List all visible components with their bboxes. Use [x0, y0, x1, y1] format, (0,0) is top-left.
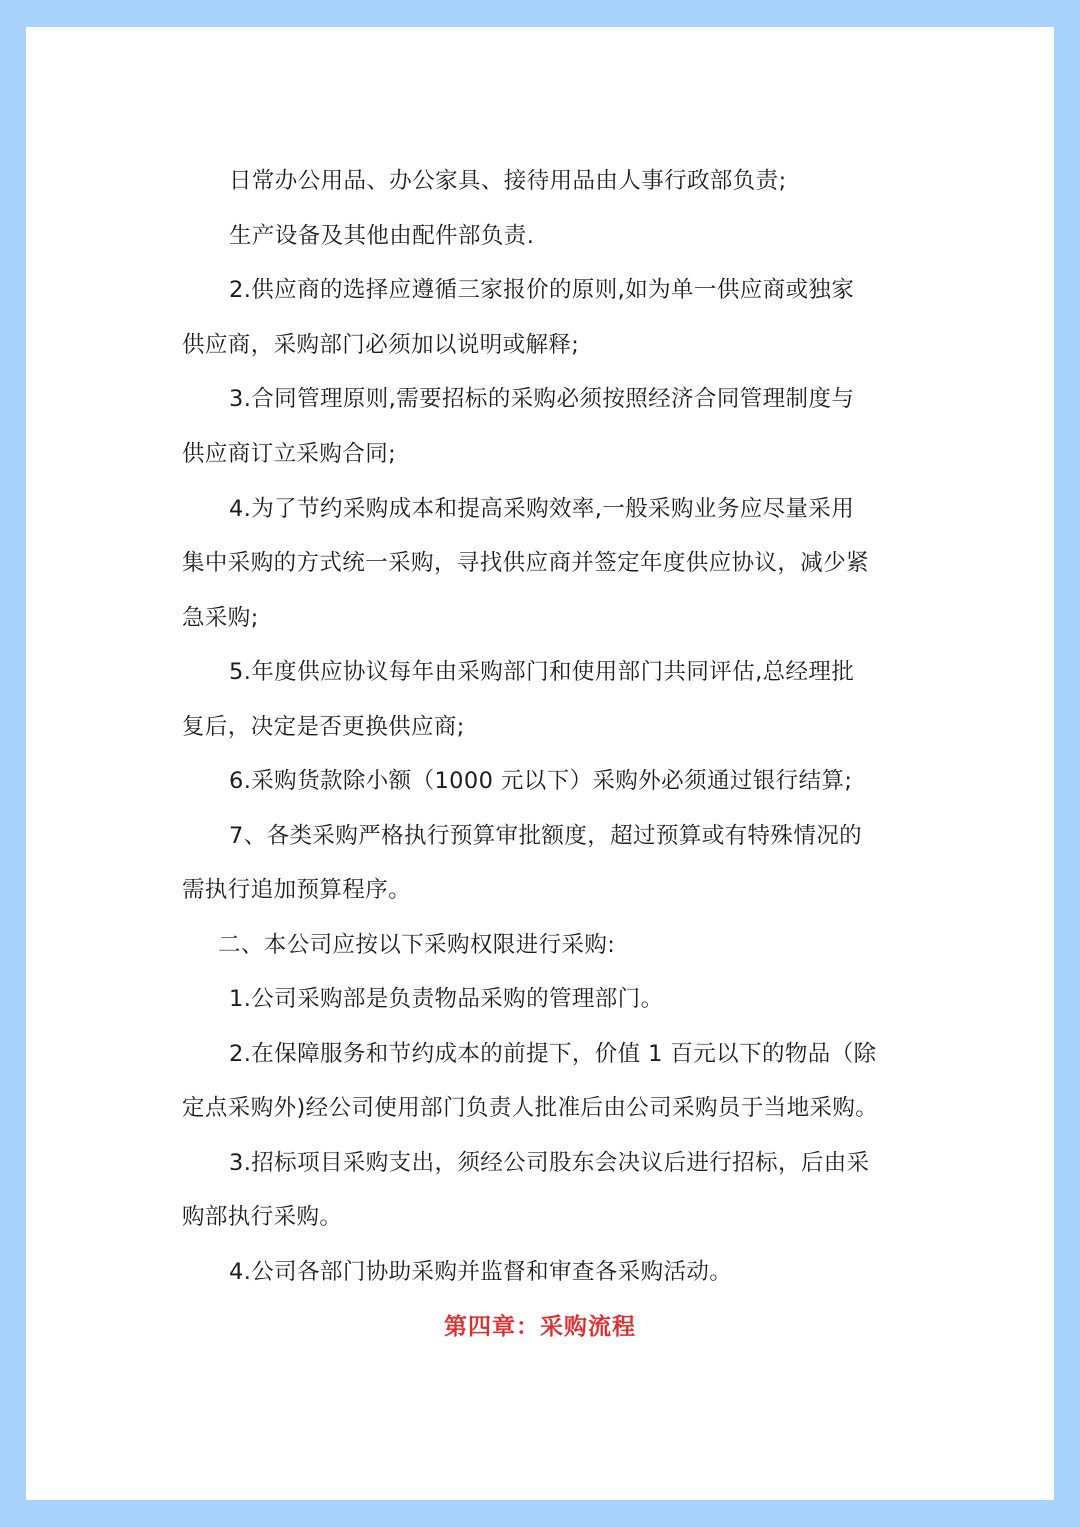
paragraph-line: 集中采购的方式统一采购，寻找供应商并签定年度供应协议，减少紧	[182, 550, 870, 576]
chapter-heading: 第四章：采购流程	[444, 1314, 636, 1340]
paragraph-line: 1.公司采购部是负责物品采购的管理部门。	[229, 986, 664, 1012]
paragraph-line: 7、各类采购严格执行预算审批额度，超过预算或有特殊情况的	[229, 823, 863, 849]
paragraph-line: 供应商，采购部门必须加以说明或解释;	[182, 332, 580, 358]
paragraph-line: 需执行追加预算程序。	[182, 877, 412, 903]
paragraph-line: 复后，决定是否更换供应商;	[182, 714, 465, 740]
paragraph-line: 定点采购外)经公司使用部门负责人批准后由公司采购员于当地采购。	[182, 1095, 879, 1121]
paragraph-line: 日常办公用品、办公家具、接待用品由人事行政部负责;	[229, 168, 787, 194]
paragraph-line: 2.供应商的选择应遵循三家报价的原则,如为单一供应商或独家	[229, 277, 855, 303]
paragraph-line: 3.招标项目采购支出，须经公司股东会决议后进行招标，后由采	[229, 1150, 870, 1176]
paragraph-line: 4.公司各部门协助采购并监督和审查各采购活动。	[229, 1259, 733, 1285]
paragraph-line: 急采购;	[182, 605, 259, 631]
paragraph-line: 2.在保障服务和节约成本的前提下，价值 1 百元以下的物品（除	[229, 1041, 877, 1067]
section-heading-line: 二、本公司应按以下采购权限进行采购:	[218, 932, 616, 958]
paragraph-line: 5.年度供应协议每年由采购部门和使用部门共同评估,总经理批	[229, 659, 855, 685]
paragraph-line: 生产设备及其他由配件部负责.	[229, 223, 535, 249]
paragraph-line: 4.为了节约采购成本和提高采购效率,一般采购业务应尽量采用	[229, 496, 855, 522]
paragraph-line: 供应商订立采购合同;	[182, 441, 397, 467]
paragraph-line: 购部执行采购。	[182, 1204, 343, 1230]
paragraph-line: 3.合同管理原则,需要招标的采购必须按照经济合同管理制度与	[229, 386, 855, 412]
paragraph-line: 6.采购货款除小额（1000 元以下）采购外必须通过银行结算;	[229, 768, 853, 794]
